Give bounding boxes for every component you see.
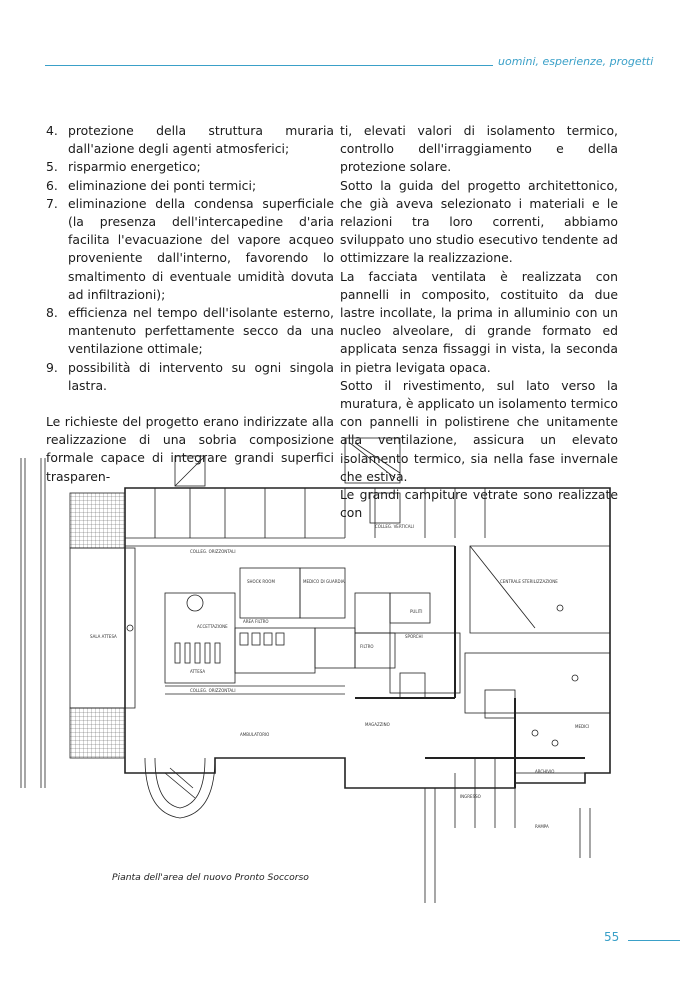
- list-text: possibilità di intervento su ogni singola lastra.: [68, 359, 334, 393]
- plan-label: ATTESA: [190, 669, 206, 674]
- list-number: 5.: [46, 159, 58, 175]
- plan-label: PULITI: [410, 609, 423, 614]
- body-paragraph: La facciata ventilata è realizzata con pannelli in composito, costituito da due lastre incollate, la prima in alluminio con un nucleo alveolare, di grande formato ed applicata senza fissaggi in vista, la seconda in pietra levigata opaca.: [340, 268, 618, 375]
- list-text: risparmio energetico;: [68, 159, 201, 175]
- body-paragraph: Sotto il rivestimento, sul lato verso la muratura, è applicato un isolamento termico con pannelli in polistirene che unitamente alla ventilazione, assicura un elevato isolamento termico, sia nella fase invernale che estiva.: [340, 377, 618, 484]
- floor-plan-drawing: [15, 428, 640, 903]
- plan-label: MEDICI: [575, 724, 590, 729]
- list-text: protezione della struttura muraria dall'azione degli agenti atmosferici;: [68, 123, 334, 157]
- plan-label: SPORCHI: [405, 634, 423, 639]
- body-paragraph: Le grandi campiture vetrate sono realizzate con: [340, 487, 618, 521]
- list-text: eliminazione della condensa superficiale (la presenza dell'intercapedine d'aria facilita l'evacuazione del vapore acqueo proveniente dall'interno, favorendo lo smaltimento di eventuale umidità dovuta ad infiltrazioni);: [68, 195, 334, 302]
- header-section-title: uomini, esperienze, progetti: [498, 55, 654, 68]
- plan-label: ACCETTAZIONE: [197, 624, 228, 629]
- body-paragraph: Sotto la guida del progetto architettonico, che già aveva selezionato i materiali e le relazioni tra loro correnti, abbiamo sviluppato uno studio esecutivo tendente ad ottimizzare la realizzazione.: [340, 177, 618, 266]
- body-paragraph: Le richieste del progetto erano indirizzate alla realizzazione di una sobria composizione formale capace di integrare grandi superfici trasparen-: [46, 414, 334, 484]
- benefits-list: [46, 122, 334, 395]
- list-item: [46, 177, 334, 195]
- plan-label: AREA FILTRO: [243, 619, 269, 624]
- plan-label: MEDICO DI GUARDIA: [303, 579, 345, 584]
- list-item: [46, 158, 334, 176]
- list-number: 4.: [46, 123, 58, 138]
- list-item: [46, 304, 334, 359]
- plan-label: SHOCK ROOM: [247, 579, 275, 584]
- figure-caption: Pianta dell'area del nuovo Pronto Soccorso: [112, 872, 309, 883]
- list-text: eliminazione dei ponti termici;: [68, 177, 257, 193]
- plan-label: SALA ATTESA: [90, 634, 117, 639]
- header-rule: [45, 65, 493, 66]
- plan-label: FILTRO: [360, 644, 374, 649]
- list-number: 6.: [46, 177, 58, 193]
- plan-label: AMBULATORIO: [240, 732, 270, 737]
- plan-label: COLLEG. ORIZZONTALI: [190, 688, 236, 693]
- list-item: [46, 195, 334, 304]
- plan-label: CENTRALE STERILIZZAZIONE: [500, 579, 558, 584]
- plan-label: INGRESSO: [460, 794, 481, 799]
- page-number: 55: [604, 930, 620, 944]
- list-number: 7.: [46, 195, 58, 211]
- list-number: 9.: [46, 359, 58, 375]
- body-paragraph: ti, elevati valori di isolamento termico, controllo dell'irraggiamento e della protezione solare.: [340, 123, 618, 175]
- plan-label: COLLEG. ORIZZONTALI: [190, 549, 236, 554]
- plan-label: RAMPA: [535, 824, 549, 829]
- plan-label: MAGAZZINO: [365, 722, 390, 727]
- plan-label: ARCHIVIO: [535, 769, 555, 774]
- list-item: [46, 122, 334, 158]
- plan-label: COLLEG. VERTICALI: [375, 524, 414, 529]
- list-text: efficienza nel tempo dell'isolante esterno, mantenuto perfettamente secco da una ventilazione ottimale;: [68, 305, 334, 357]
- list-item: [46, 359, 334, 395]
- footer-rule: [628, 940, 680, 941]
- list-number: 8.: [46, 305, 58, 321]
